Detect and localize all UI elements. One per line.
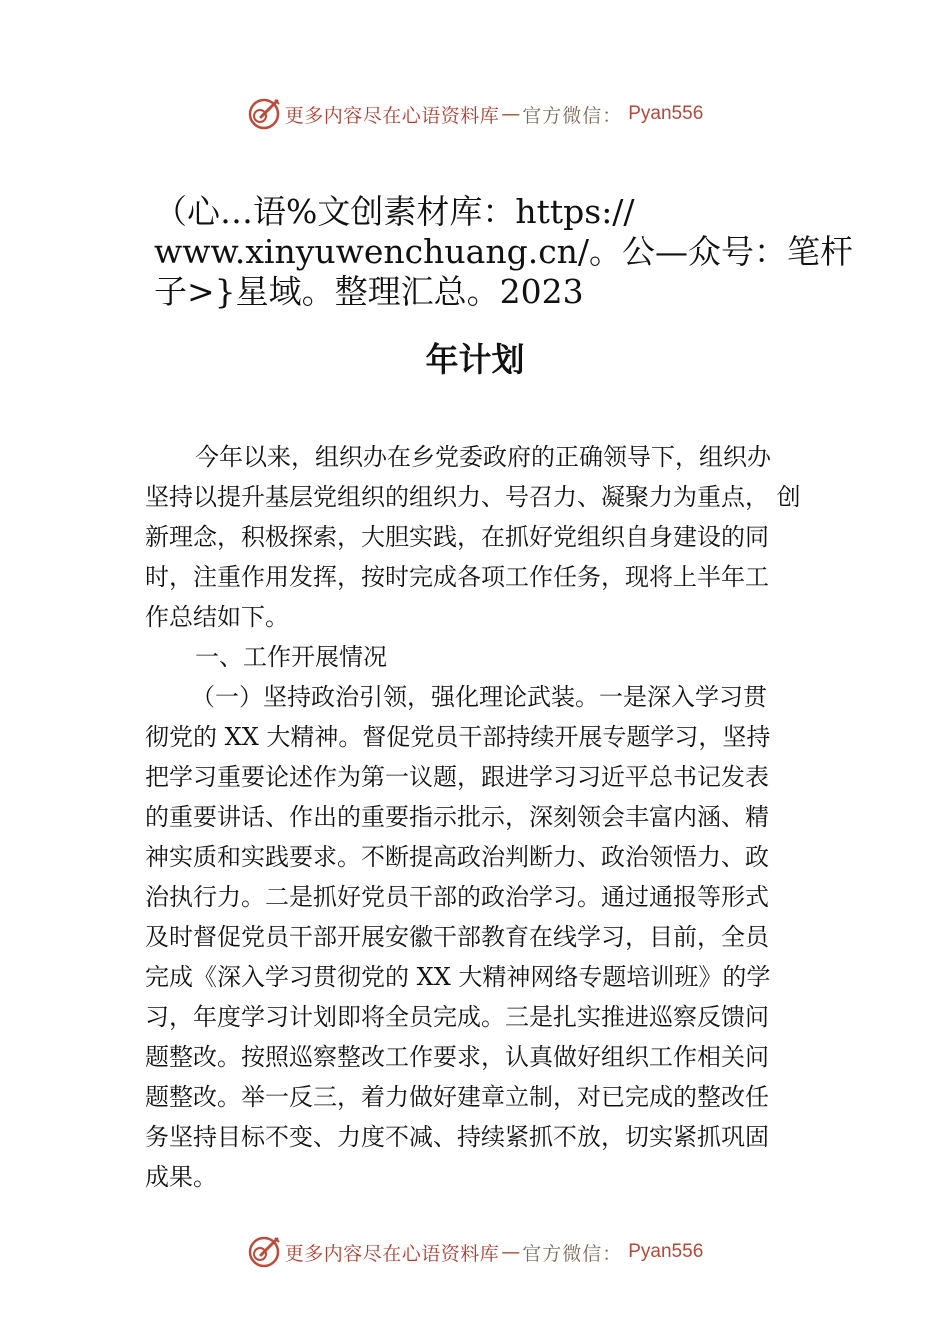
- paragraph-line: 题整改。按照巡察整改工作要求，认真做好组织工作相关问: [145, 1043, 769, 1071]
- paragraph-line: （一）坚持政治引领，强化理论武装。一是深入学习贯: [191, 683, 767, 711]
- paragraph-line: 时，注重作用发挥，按时完成各项工作任务，现将上半年工: [145, 563, 769, 591]
- paragraph-line: 神实质和实践要求。不断提高政治判断力、政治领悟力、政: [145, 843, 769, 871]
- paragraph-line: 治执行力。二是抓好党员干部的政治学习。通过通报等形式: [145, 883, 769, 911]
- document-title: 年计划: [425, 340, 525, 379]
- paragraph-line: 的重要讲话、作出的重要指示批示，深刻领会丰富内涵、精: [145, 803, 769, 831]
- paragraph-line: 成果。: [145, 1163, 217, 1191]
- paragraph-line: 坚持以提升基层党组织的组织力、号召力、凝聚力为重点， 创: [145, 483, 801, 511]
- banner-wechat-label: 官方微信：: [522, 1242, 623, 1265]
- document-body: [145, 437, 815, 1197]
- paragraph-line: 题整改。举一反三，着力做好建章立制，对已完成的整改任: [145, 1083, 769, 1111]
- section-heading: 一、工作开展情况: [195, 643, 387, 671]
- banner-separator: —: [501, 103, 521, 125]
- banner-separator: —: [501, 1241, 521, 1263]
- paragraph-line: 作总结如下。: [145, 603, 289, 631]
- paragraph-line: 务坚持目标不变、力度不减、持续紧抓不放，切实紧抓巩固: [145, 1123, 769, 1151]
- watermark-banner-top: [0, 94, 950, 134]
- paragraph-line: 今年以来，组织办在乡党委政府的正确领导下，组织办: [195, 443, 771, 471]
- banner-text: 更多内容尽在心语资料库: [284, 104, 500, 127]
- banner-text: 更多内容尽在心语资料库: [284, 1242, 500, 1265]
- banner-wechat-label: 官方微信：: [522, 104, 623, 127]
- paragraph-line: 彻党的 XX 大精神。督促党员干部持续开展专题学习，坚持: [145, 723, 771, 751]
- paragraph-line: 习，年度学习计划即将全员完成。三是扎实推进巡察反馈问: [145, 1003, 769, 1031]
- heading-line: www.xinyuwenchuang.cn/。公—众号：笔杆: [154, 232, 854, 271]
- heading-line: 子>}星域。整理汇总。2023: [154, 272, 584, 311]
- banner-wechat-id: Pyan556: [628, 103, 704, 124]
- paragraph-line: 完成《深入学习贯彻党的 XX 大精神网络专题培训班》的学: [145, 963, 771, 991]
- banner-wechat-id: Pyan556: [628, 1241, 704, 1262]
- pen-logo-icon: [247, 1235, 281, 1269]
- paragraph-line: 及时督促党员干部开展安徽干部教育在线学习，目前，全员: [145, 923, 769, 951]
- heading-line: （心…语%文创素材库：https://: [154, 192, 635, 231]
- watermark-banner-bottom: [0, 1232, 950, 1272]
- pen-logo-icon: [247, 97, 281, 131]
- source-heading: [154, 192, 854, 312]
- paragraph-line: 把学习重要论述作为第一议题，跟进学习习近平总书记发表: [145, 763, 769, 791]
- paragraph-line: 新理念，积极探索，大胆实践，在抓好党组织自身建设的同: [145, 523, 769, 551]
